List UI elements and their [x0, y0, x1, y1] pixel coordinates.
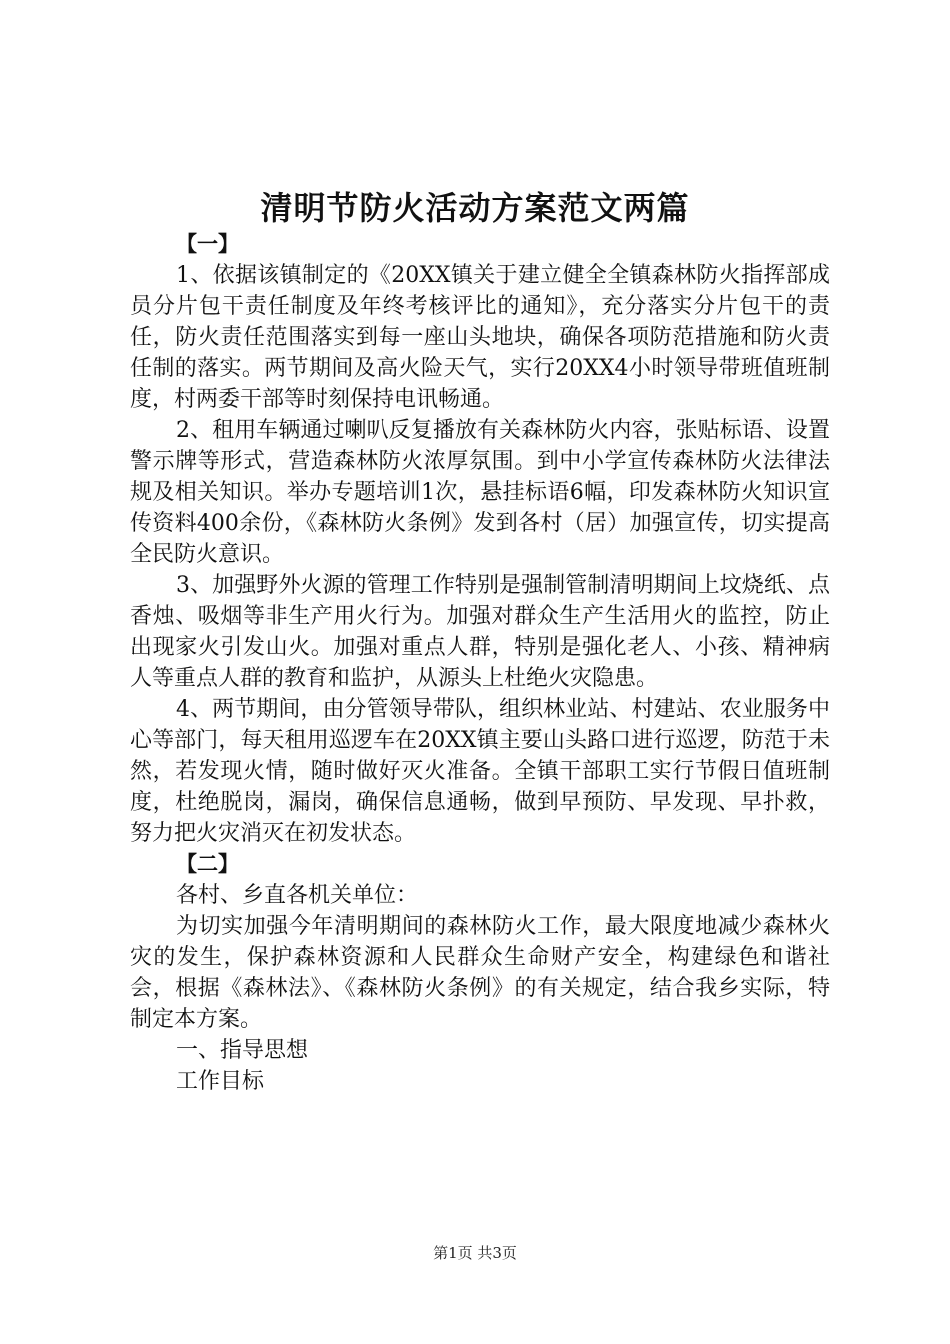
paragraph-1: 1、依据该镇制定的《20XX镇关于建立健全全镇森林防火指挥部成员分片包干责任制度及年终考核评比的通知》，充分落实分片包干的责任，防火责任范围落实到每一座山头地块，确保各项防范措施和防火责任制的落实。两节期间及高火险天气，实行20XX4小时领导带班值班制度，村两委干部等时刻保持电讯畅通。 [130, 263, 830, 412]
salutation: 各村、乡直各机关单位： [176, 883, 419, 908]
page-footer: 第1页 共3页 [433, 1244, 517, 1262]
paragraph-3: 3、加强野外火源的管理工作特别是强制管制清明期间上坟烧纸、点香烛、吸烟等非生产用火行为。加强对群众生产生活用火的监控，防止出现家火引发山火。加强对重点人群，特别是强化老人、小孩、精神病人等重点人群的教育和监护，从源头上杜绝火灾隐患。 [130, 573, 830, 691]
document-body [130, 229, 830, 1097]
section-two-heading: 【二】 [176, 852, 239, 876]
section-one-heading: 【一】 [176, 232, 239, 256]
paragraph-4: 4、两节期间，由分管领导带队，组织林业站、村建站、农业服务中心等部门，每天租用巡逻车在20XX镇主要山头路口进行巡逻，防范于未然，若发现火情，随时做好灭火准备。全镇干部职工实行节假日值班制度，杜绝脱岗，漏岗，确保信息通畅，做到早预防、早发现、早扑救，努力把火灾消灭在初发状态。 [130, 697, 830, 846]
document-title: 清明节防火活动方案范文两篇 [260, 189, 690, 227]
paragraph-2: 2、租用车辆通过喇叭反复播放有关森林防火内容，张贴标语、设置警示牌等形式，营造森林防火浓厚氛围。到中小学宣传森林防火法律法规及相关知识。举办专题培训1次，悬挂标语6幅，印发森林防火知识宣传资料400余份，《森林防火条例》发到各村（居）加强宣传，切实提高全民防火意识。 [130, 418, 830, 567]
paragraph-5: 为切实加强今年清明期间的森林防火工作，最大限度地减少森林火灾的发生，保护森林资源和人民群众生命财产安全，构建绿色和谐社会，根据《森林法》、《森林防火条例》的有关规定，结合我乡实际，特制定本方案。 [130, 914, 830, 1032]
subheading-work-goal: 工作目标 [176, 1069, 265, 1094]
subheading-guiding-thought: 一、指导思想 [176, 1038, 309, 1063]
